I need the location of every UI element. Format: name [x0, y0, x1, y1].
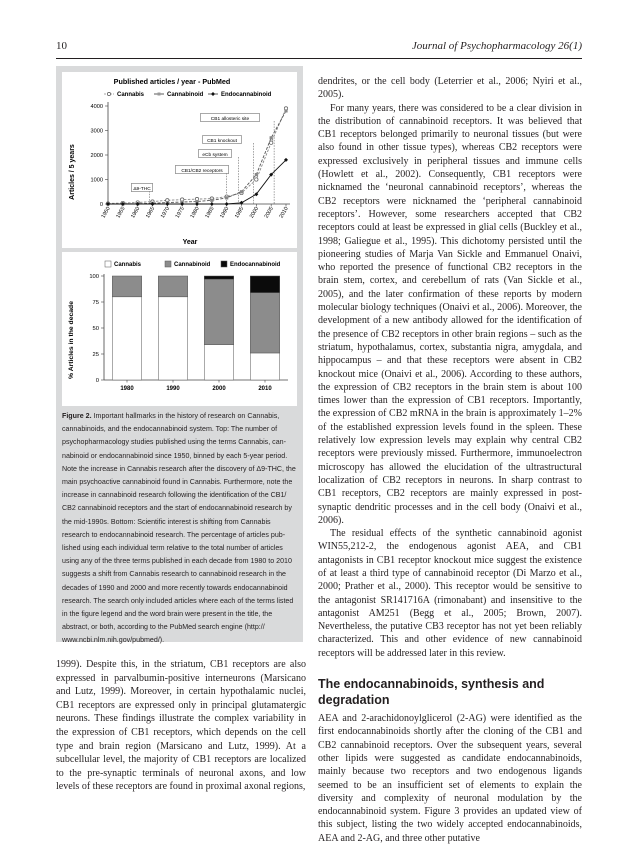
- header-rule: [56, 58, 582, 59]
- x-tick-label: 2010: [258, 386, 272, 392]
- y-tick-label: 2000: [90, 153, 103, 160]
- y-tick-label: 25: [92, 352, 99, 359]
- annotation-label: eCb system: [202, 152, 228, 158]
- caption-line: decades of 1990 and 2000 and more recently towards endocannabinoid: [62, 583, 288, 592]
- x-tick-label: 1990: [219, 206, 231, 220]
- caption-line: lished using each individual term relative to the total number of articles: [62, 544, 283, 553]
- x-tick-label: 1970: [159, 206, 172, 220]
- caption-line: in the figure legend and the word brain were present in the title, the: [62, 610, 273, 619]
- data-point: [210, 199, 213, 202]
- paragraph-2: For many years, there was considered to be a clear division in the distribution of cannabinoid receptors. It was believed that CB1 receptors belonged primarily to neuronal tissues (but were also found in other tissue types), whereas CB2 receptors were expressed exclusively in peripheral tissues and immune cells (Howlett et al., 2002). Consequently, CB1 receptors were nicknamed the ‘neuronal cannabinoid receptors’, whereas the CB2 receptors were nicknamed the ‘peripheral cannabinoid receptors’. However, some researchers accepted that CB2 receptors could at least be expressed in glial cells (Buckley et al., 1998; Galiegue et al., 1995). This dichotomy persisted until the pioneering studies of Marja Van Sickle and Emmanuel Onaivi, who reported the presence of functional CB2 receptors in the brain stem, cortex, and cerebellum of rats (Van Sickle et al., 2005), and the later confirmation of these reports by modern molecular biology techniques (Onaivi et al., 2006). Moreover, the development of a new antibody allowed for the identification of the presence of CB2 receptors in other brain regions – such as the striatum, hypothalamus, cortex, substantia nigra, amygdala, and hippocampus – and that these receptors were absent in CB2 knockout mice (Onaivi et al., 2006). According to these authors, the expression of CB2 receptors in the brain stem is about 100 times lower than the expression of CB1 receptors. Importantly, the expression of CB2 mRNA in the brain is approximately 1–2% of the established expression levels found in the spleen. These relatively low expression levels may explain why central CB2 receptors were previously missed. Furthermore, immunoelectron microscopy has allowed the elucidation of the ultrastructural localization of CB2 receptors in neurons. In sharp contrast to CB1 receptors, CB2 receptors are mainly expressed in post-synaptic dendritic processes and in the cell body (Onaivi et al., 2006).: [318, 102, 582, 526]
- line-chart-ylabel: Articles / 5 years: [69, 144, 76, 200]
- caption-line: CB2 cannabinoid receptors and the start of endocannabinoid research by: [62, 504, 292, 513]
- left-paragraph: 1999). Despite this, in the striatum, CB1 receptors are also expressed in parvalbumin-positive interneurons (Marsicano and Lutz, 1999). Moreover, in certain hypothalamic nuclei, CB1 receptors are expressed only in principal glutamatergic neurons. These findings illustrate the complex variability in the expression of CB1 receptors, which depends on the cell type and brain region (Marsicano and Lutz, 1999). At a subcellular level, the majority of CB1 receptors are localized to the pre-synaptic terminals of neuronal axons, and low levels of these receptors are found in proximal axonal regions,: [56, 659, 306, 793]
- bar-segment-cannabinoid: [158, 276, 187, 297]
- page-number: 10: [56, 40, 67, 52]
- legend-label: Cannabis: [114, 262, 142, 268]
- x-tick-label: 1980: [120, 386, 134, 392]
- caption-line: psychopharmacology studies published using the terms Cannabis, can-: [62, 438, 286, 447]
- x-tick-label: 1955: [115, 206, 127, 220]
- legend-label: Endocannabinoid: [221, 92, 272, 99]
- legend-marker-square: [158, 93, 161, 96]
- legend-label: Cannabinoid: [174, 262, 211, 268]
- legend-label: Cannabinoid: [167, 92, 204, 99]
- paragraph-1: dendrites, or the cell body (Leterrier et al., 2006; Nyiri et al., 2005).: [318, 76, 582, 101]
- y-tick-label: 0: [99, 202, 103, 209]
- figure-label: Figure 2.: [62, 412, 92, 420]
- bar-segment-cannabis: [158, 297, 187, 380]
- caption-line: cannabinoids, and the endocannabinoid system. Top: The number of: [62, 425, 278, 434]
- paragraph-3: The residual effects of the synthetic cannabinoid agonist WIN55,212-2, the endogenous agonist AEA, and CB1 antagonists in CB1 receptor knockout mice suggest the existence of at least a third type of cannabinoid receptor (Di Marzo et al., 2000; Prather et al., 2000). This receptor would be sensitive to the antagonist SR141716A (rimonabant) and insensitive to the antagonist AM251 (Begg et al., 2005; Brown, 2007). Nevertheless, the putative CB3 receptor has not yet been reliably characterized. This and other evidence of new cannabinoid receptors will be addressed later in this review.: [318, 528, 582, 659]
- data-point: [225, 196, 228, 199]
- figure-bottom-panel: [62, 252, 297, 406]
- y-tick-label: 100: [89, 274, 99, 281]
- caption-line: www.ncbi.nlm.nih.gov/pubmed/).: [62, 636, 165, 645]
- bar-segment-cannabis: [204, 345, 233, 380]
- caption-line: suggests a shift from Cannabis research to cannabinoid research in the: [62, 570, 286, 579]
- x-tick-label: 1985: [204, 206, 216, 220]
- x-tick-label: 2010: [278, 206, 290, 220]
- paragraph-4: AEA and 2-arachidonoylglicerol (2-AG) were identified as the first endocannabinoids shortly after the cloning of the CB1 and CB2 cannabinoid receptors. Over the subsequent years, several other lipids were suggested as candidate endocannabinoids, mainly because two receptors and two endogenous ligands seemed to be an insufficient set of elements to explain the diversity and complexity of neuronal modulation by the endocannabinoid system. Figure 3 provides an updated view of this subject, listing the two widely accepted endocannabinoids, AEA and 2-AG, and three other putative: [318, 713, 582, 844]
- y-tick-label: 50: [92, 326, 99, 333]
- bar-segment-cannabis: [250, 353, 279, 380]
- x-tick-label: 2000: [212, 386, 226, 392]
- caption-line: Note the increase in Cannabis research after the discovery of Δ9-THC, the: [62, 464, 296, 473]
- caption-line: research to endocannabinoid research. The percentage of articles pub-: [62, 530, 286, 539]
- caption-line-0: Figure 2. Important hallmarks in the history of research on Cannabis,: [62, 412, 280, 420]
- data-point: [269, 141, 272, 144]
- x-tick-label: 2005: [263, 206, 275, 220]
- x-tick-label: 1950: [100, 206, 112, 220]
- caption-line: the mid-1990s. Bottom: Scientific interest is shifting from Cannabis: [62, 517, 271, 526]
- caption-line: research. The search only included articles where each of the terms listed: [62, 596, 294, 605]
- journal-title: Journal of Psychopharmacology 26(1): [411, 40, 582, 52]
- line-chart-title: Published articles / year - PubMed: [113, 77, 231, 86]
- caption-line: main psychoactive cannabinoid found in Cannabis. Furthermore, note the: [62, 478, 293, 487]
- x-tick-label: 1965: [145, 206, 157, 220]
- annotation-label: CB1/CB2 receptors: [181, 168, 223, 174]
- bar-chart: [62, 252, 297, 406]
- annotation-label: CB1 allosteric site: [210, 116, 250, 122]
- right-column-text: [318, 75, 582, 845]
- x-tick-label: 1990: [166, 386, 180, 392]
- caption-line: nabinoid or endocannabinoid since 1950, binned by each 5-year period.: [62, 451, 288, 460]
- caption-line: increase in cannabinoid research following the identification of the CB1/: [62, 491, 287, 500]
- legend-swatch: [105, 261, 111, 267]
- x-tick-label: 1980: [189, 206, 201, 220]
- legend-label: Endocannabinoid: [230, 262, 281, 268]
- legend-label: Cannabis: [117, 92, 145, 99]
- data-point: [270, 136, 273, 139]
- y-tick-label: 1000: [90, 177, 103, 184]
- data-point: [225, 202, 229, 206]
- data-point: [255, 178, 258, 181]
- y-tick-label: 3000: [90, 128, 103, 135]
- data-point: [240, 190, 243, 193]
- bar-segment-cannabis: [112, 297, 141, 380]
- x-tick-label: 1960: [130, 206, 142, 220]
- figure-top-panel: [62, 72, 297, 248]
- bar-segment-cannabinoid: [112, 276, 141, 297]
- legend-swatch: [165, 261, 171, 267]
- line-chart: [62, 72, 297, 248]
- y-tick-label: 75: [92, 300, 99, 307]
- data-point: [284, 109, 287, 112]
- caption-line: abstract, or both, according to the PubMed search engine (http://: [62, 623, 265, 632]
- x-tick-label: 1995: [234, 206, 246, 220]
- line-chart-xlabel: Year: [182, 239, 198, 246]
- legend-swatch: [221, 261, 227, 267]
- annotation-label: CB1 knockout: [207, 138, 237, 144]
- section-title: The endocannabinoids, synthesis and degradation: [318, 677, 545, 708]
- legend-marker-diamond: [211, 92, 215, 96]
- bar-chart-ylabel: % Articles in the decade: [68, 301, 75, 379]
- bar-segment-cannabinoid: [204, 279, 233, 345]
- y-tick-label: 0: [95, 378, 99, 385]
- x-tick-label: 2000: [248, 206, 261, 220]
- data-point: [210, 202, 214, 206]
- bar-segment-endocannabinoid: [250, 276, 279, 293]
- bar-segment-cannabinoid: [250, 293, 279, 353]
- annotation-label: Δ9-THC: [133, 186, 151, 192]
- x-tick-label: 1975: [174, 206, 186, 220]
- legend-marker-circle: [107, 92, 110, 95]
- y-tick-label: 4000: [90, 104, 103, 111]
- data-point: [255, 173, 258, 176]
- left-column-text: [56, 658, 306, 794]
- bar-segment-endocannabinoid: [204, 276, 233, 279]
- caption-line: using any of the three terms published in each decade from 1980 to 2010: [62, 557, 292, 566]
- figure-caption: [62, 410, 298, 648]
